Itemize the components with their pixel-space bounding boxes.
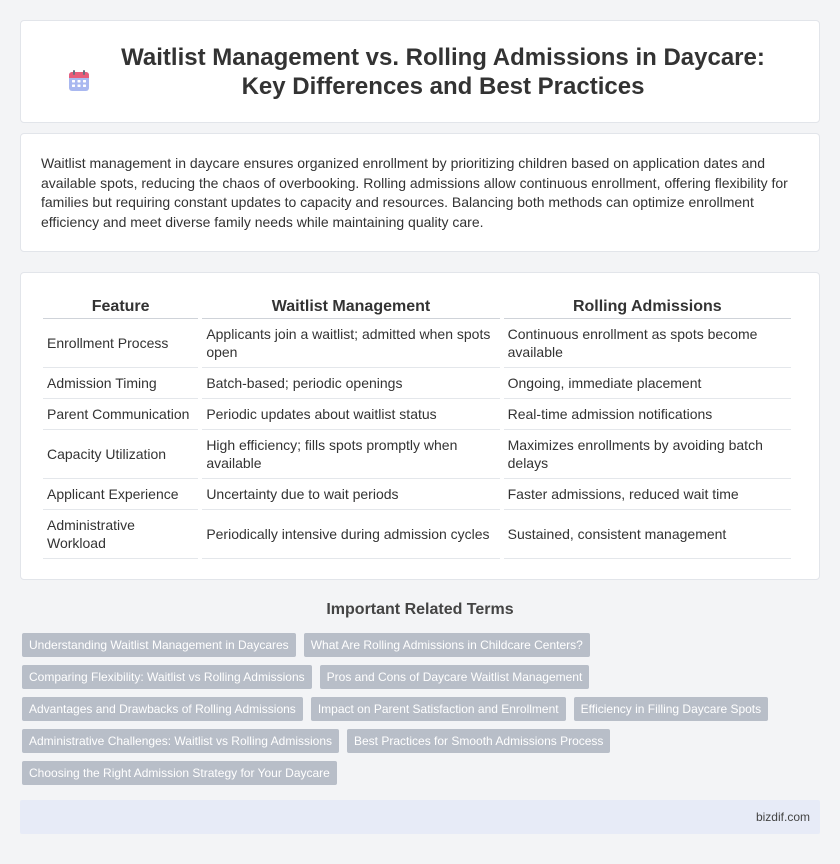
tag-row <box>22 729 822 753</box>
waitlist-cell: High efficiency; fills spots promptly when available <box>202 430 499 479</box>
table-row <box>43 368 791 399</box>
waitlist-cell: Batch-based; periodic openings <box>202 368 499 399</box>
waitlist-cell: Applicants join a waitlist; admitted when spots open <box>202 319 499 368</box>
comparison-table <box>39 295 795 559</box>
related-term-tag[interactable]: Advantages and Drawbacks of Rolling Admissions <box>22 697 303 721</box>
related-term-tag[interactable]: Administrative Challenges: Waitlist vs Rolling Admissions <box>22 729 339 753</box>
table-row <box>43 430 791 479</box>
summary-text: Waitlist management in daycare ensures organized enrollment by prioritizing children based on application dates and available spots, reducing the chaos of overbooking. Rolling admissions allow continuous enrollment, offering flexibility for families but requiring constant updates to capacity and resources. Balancing both methods can optimize enrollment efficiency and meet diverse family needs while maintaining quality care. <box>41 155 788 230</box>
waitlist-cell: Periodic updates about waitlist status <box>202 399 499 430</box>
header-waitlist: Waitlist Management <box>202 295 499 319</box>
feature-cell: Enrollment Process <box>43 319 198 368</box>
related-terms-title: Important Related Terms <box>326 601 514 618</box>
feature-cell: Applicant Experience <box>43 479 198 510</box>
rolling-cell: Faster admissions, reduced wait time <box>504 479 791 510</box>
title-wrap <box>67 43 773 101</box>
rolling-cell: Sustained, consistent management <box>504 510 791 559</box>
waitlist-cell: Uncertainty due to wait periods <box>202 479 499 510</box>
rolling-cell: Ongoing, immediate placement <box>504 368 791 399</box>
rolling-cell: Continuous enrollment as spots become available <box>504 319 791 368</box>
related-term-tag[interactable]: What Are Rolling Admissions in Childcare Centers? <box>304 633 590 657</box>
header-feature: Feature <box>43 295 198 319</box>
feature-cell: Capacity Utilization <box>43 430 198 479</box>
related-term-tag[interactable]: Best Practices for Smooth Admissions Process <box>347 729 610 753</box>
table-row <box>43 319 791 368</box>
rolling-cell: Maximizes enrollments by avoiding batch delays <box>504 430 791 479</box>
summary-card <box>20 133 820 252</box>
related-term-tag[interactable]: Understanding Waitlist Management in Daycares <box>22 633 296 657</box>
feature-cell: Administrative Workload <box>43 510 198 559</box>
footer-brand[interactable]: bizdif.com <box>755 810 810 824</box>
tag-row <box>22 633 822 657</box>
related-term-tag[interactable]: Comparing Flexibility: Waitlist vs Rolling Admissions <box>22 665 312 689</box>
related-term-tag[interactable]: Choosing the Right Admission Strategy for Your Daycare <box>22 761 337 785</box>
footer <box>20 800 820 834</box>
comparison-card <box>20 272 820 580</box>
header-rolling: Rolling Admissions <box>504 295 791 319</box>
title-card <box>20 20 820 123</box>
related-term-tag[interactable]: Efficiency in Filling Daycare Spots <box>574 697 769 721</box>
rolling-cell: Real-time admission notifications <box>504 399 791 430</box>
related-term-tag[interactable]: Impact on Parent Satisfaction and Enrollment <box>311 697 566 721</box>
feature-cell: Admission Timing <box>43 368 198 399</box>
table-row <box>43 399 791 430</box>
tag-row <box>22 697 822 721</box>
related-terms-list <box>22 633 822 793</box>
calendar-icon <box>67 69 91 93</box>
tag-row <box>22 665 822 689</box>
waitlist-cell: Periodically intensive during admission cycles <box>202 510 499 559</box>
page-title: Waitlist Management vs. Rolling Admissions in Daycare: Key Differences and Best Practices <box>121 43 765 100</box>
tag-row <box>22 761 822 785</box>
related-term-tag[interactable]: Pros and Cons of Daycare Waitlist Management <box>320 665 590 689</box>
table-row <box>43 510 791 559</box>
table-row <box>43 479 791 510</box>
table-header-row <box>43 295 791 319</box>
feature-cell: Parent Communication <box>43 399 198 430</box>
